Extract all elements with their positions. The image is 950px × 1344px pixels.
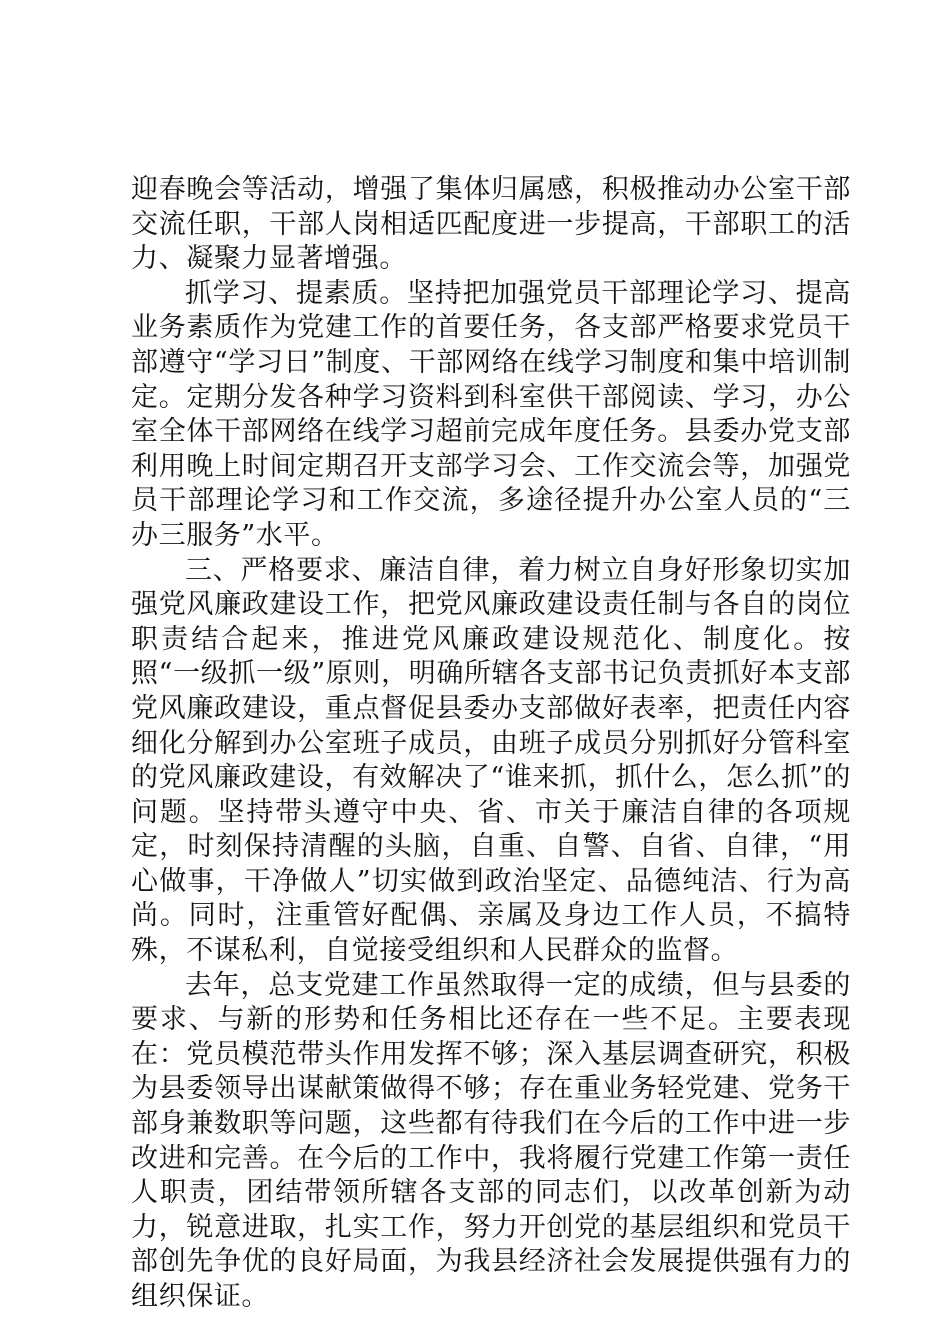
paragraph-integrity: 三、严格要求、廉洁自律，着力树立自身好形象切实加强党风廉政建设工作，把党风廉政建设责任制与各自的岗位职责结合起来，推进党风廉政建设规范化、制度化。按照“一级抓一级”原则，明确所辖各支部书记负责抓好本支部党风廉政建设，重点督促县委办支部做好表率，把责任内容细化分解到办公室班子成员，由班子成员分别抓好分管科室的党风廉政建设，有效解决了“谁来抓，抓什么，怎么抓”的问题。坚持带头遵守中央、省、市关于廉洁自律的各项规定，时刻保持清醒的头脑，自重、自警、自省、自律，“用心做事，干净做人”切实做到政治坚定、品德纯洁、行为高尚。同时，注重管好配偶、亲属及身边工作人员，不搞特殊，不谋私利，自觉接受组织和人民群众的监督。 [131, 554, 851, 967]
paragraph-summary: 去年，总支党建工作虽然取得一定的成绩，但与县委的要求、与新的形势和任务相比还存在一些不足。主要表现在：党员模范带头作用发挥不够；深入基层调查研究，积极为县委领导出谋献策做得不够；存在重业务轻党建、党务干部身兼数职等问题，这些都有待我们在今后的工作中进一步改进和完善。在今后的工作中，我将履行党建工作第一责任人职责，团结带领所辖各支部的同志们，以改革创新为动力，锐意进取，扎实工作，努力开创党的基层组织和党员干部创先争优的良好局面，为我县经济社会发展提供强有力的组织保证。 [131, 969, 851, 1312]
paragraph-continuation: 迎春晚会等活动，增强了集体归属感，积极推动办公室干部交流任职，干部人岗相适匹配度进一步提高，干部职工的活力、凝聚力显著增强。 [131, 174, 851, 275]
paragraph-study: 抓学习、提素质。坚持把加强党员干部理论学习、提高业务素质作为党建工作的首要任务，各支部严格要求党员干部遵守“学习日”制度、干部网络在线学习制度和集中培训制定。定期分发各种学习资料到科室供干部阅读、学习，办公室全体干部网络在线学习超前完成年度任务。县委办党支部利用晚上时间定期召开支部学习会、工作交流会等，加强党员干部理论学习和工作交流，多途径提升办公室人员的“三办三服务”水平。 [131, 277, 851, 551]
document-body [131, 173, 851, 1315]
